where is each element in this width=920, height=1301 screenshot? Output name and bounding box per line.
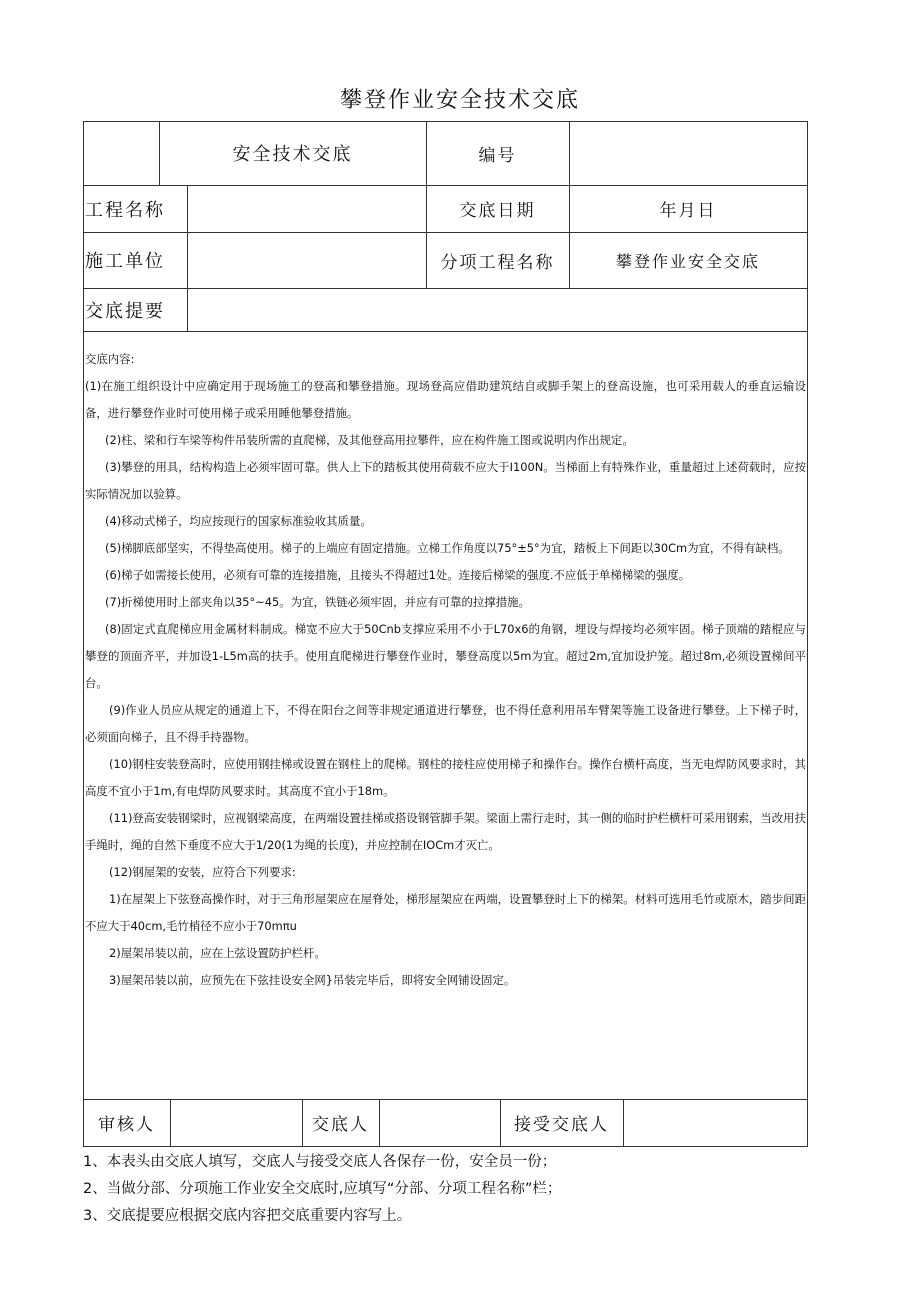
content-paragraph: (4)移动式梯子，均应按现行的国家标准验收其质量。 — [105, 514, 372, 528]
form-title: 安全技术交底 — [232, 144, 353, 165]
disclosure-content — [83, 338, 808, 1108]
content-paragraph: (2)柱、梁和行车梁等构件吊装所需的直爬梯，及其他登高用拉攀件，应在构件施工图或说明内作出规定。 — [105, 433, 634, 447]
content-paragraph: 3)屋架吊装以前，应预先在下弦挂设安全网}吊装完毕后，即将安全网铺设固定。 — [109, 973, 516, 987]
disclosure-form — [83, 121, 808, 1146]
content-paragraph: (12)钢屋架的安装，应符合下列要求: — [109, 865, 296, 879]
content-paragraph: (1)在施工组织设计中应确定用于现场施工的登高和攀登措施。现场登高应借助建筑结自或脚手架上的登高设施，也可采用载人的垂直运输设备，进行攀登作业时可使用梯子或采用睡他攀登措施。 — [85, 379, 806, 420]
footnote: 2、当做分部、分项施工作业安全交底时,应填写“分部、分项工程名称”栏； — [83, 1181, 562, 1197]
receiver-field[interactable] — [623, 1099, 807, 1146]
content-paragraph: 1)在屋架上下弦登高操作时，对于三角形屋架应在屋脊处，梯形屋架应在两端，设置攀登时上下的梯架。材料可选用毛竹或原木，踏步间距不应大于40cm,毛竹梢径不应小于70mπu — [85, 892, 806, 933]
content-paragraph: (6)梯子如需接长使用，必须有可靠的连接措施，且接头不得超过1处。连接后梯梁的强度.不应低于单梯梯梁的强度。 — [105, 568, 691, 582]
date-field[interactable]: 年月日 — [659, 201, 717, 221]
content-paragraph: 2)屋架吊装以前，应在上弦设置防护栏杆。 — [109, 946, 326, 960]
footnote: 3、交底提要应根据交底内容把交底重要内容写上。 — [83, 1208, 412, 1224]
project-name-label: 工程名称 — [85, 199, 165, 221]
document-title: 攀登作业安全技术交底 — [339, 88, 580, 113]
briefer-field[interactable] — [379, 1099, 500, 1146]
content-paragraph: (11)登高安装钢梁时，应视钢梁高度，在两端设置挂梯或搭设钢管脚手架。梁面上需行走时，其一侧的临时护栏横杆可采用钢索，当改用扶手绳时，绳的自然下垂度不应大于1/20(1为绳的长度)，并应控制在IOCm才灭亡。 — [85, 811, 806, 852]
content-paragraph: (7)折梯使用时上部夹角以35°~45。为宜，铁链必须牢固，并应有可靠的拉撑措施。 — [105, 595, 530, 609]
footnotes — [83, 1149, 561, 1230]
summary-label: 交底提要 — [85, 300, 165, 322]
date-label: 交底日期 — [459, 201, 536, 221]
briefer-label: 交底人 — [312, 1115, 369, 1135]
subproject-label: 分项工程名称 — [440, 252, 555, 273]
reviewer-label: 审核人 — [98, 1115, 155, 1135]
content-paragraph: (8)固定式直爬梯应用金属材料制成。梯宽不应大于50Cnb支撑应采用不小于L70x6的角钢，埋设与焊接均必须牢固。梯子顶端的踏棍应与攀登的顶面齐平，并加设1-L5m高的扶手。使用直爬梯进行攀登作业时，攀登高度以5m为宜。超过2m,宜加设护笼。超过8m,必须设置梯间平台。 — [85, 622, 806, 690]
content-heading: 交底内容: — [85, 352, 135, 366]
number-field[interactable] — [569, 121, 807, 185]
content-paragraph: (5)梯脚底部坚实，不得垫高使用。梯子的上端应有固定措施。立梯工作角度以75°±5°为宜，踏板上下间距以30Cm为宜，不得有缺档。 — [105, 541, 790, 555]
project-name-field[interactable] — [187, 185, 426, 232]
unit-field[interactable] — [187, 232, 426, 288]
reviewer-field[interactable] — [170, 1099, 302, 1146]
number-label: 编号 — [478, 145, 517, 166]
subproject-field[interactable]: 攀登作业安全交底 — [615, 251, 760, 271]
content-paragraph: (3)攀登的用具，结构构造上必须牢固可靠。供人上下的踏板其使用荷载不应大于I100N。当梯面上有特殊作业，重量超过上述荷载时，应按实际情况加以验算。 — [85, 460, 806, 501]
footnote: 1、本表头由交底人填写，交底人与接受交底人各保存一份，安全员一份； — [83, 1154, 557, 1170]
unit-label: 施工单位 — [85, 251, 165, 272]
content-paragraph: (9)作业人员应从规定的通道上下，不得在阳台之间等非规定通道进行攀登，也不得任意利用吊车臂架等施工设备进行攀登。上下梯子时，必须面向梯子，且不得手持器物。 — [85, 703, 806, 744]
summary-field[interactable] — [187, 288, 807, 331]
receiver-label: 接受交底人 — [514, 1115, 609, 1135]
content-paragraph: (10)钢柱安装登高时，应使用钢挂梯或设置在钢柱上的爬梯。钢柱的接柱应使用梯子和操作台。操作台横杆高度，当无电焊防风要求时，其高度不宜小于1m,有电焊防风要求时。其高度不宜小于18m。 — [85, 757, 806, 798]
